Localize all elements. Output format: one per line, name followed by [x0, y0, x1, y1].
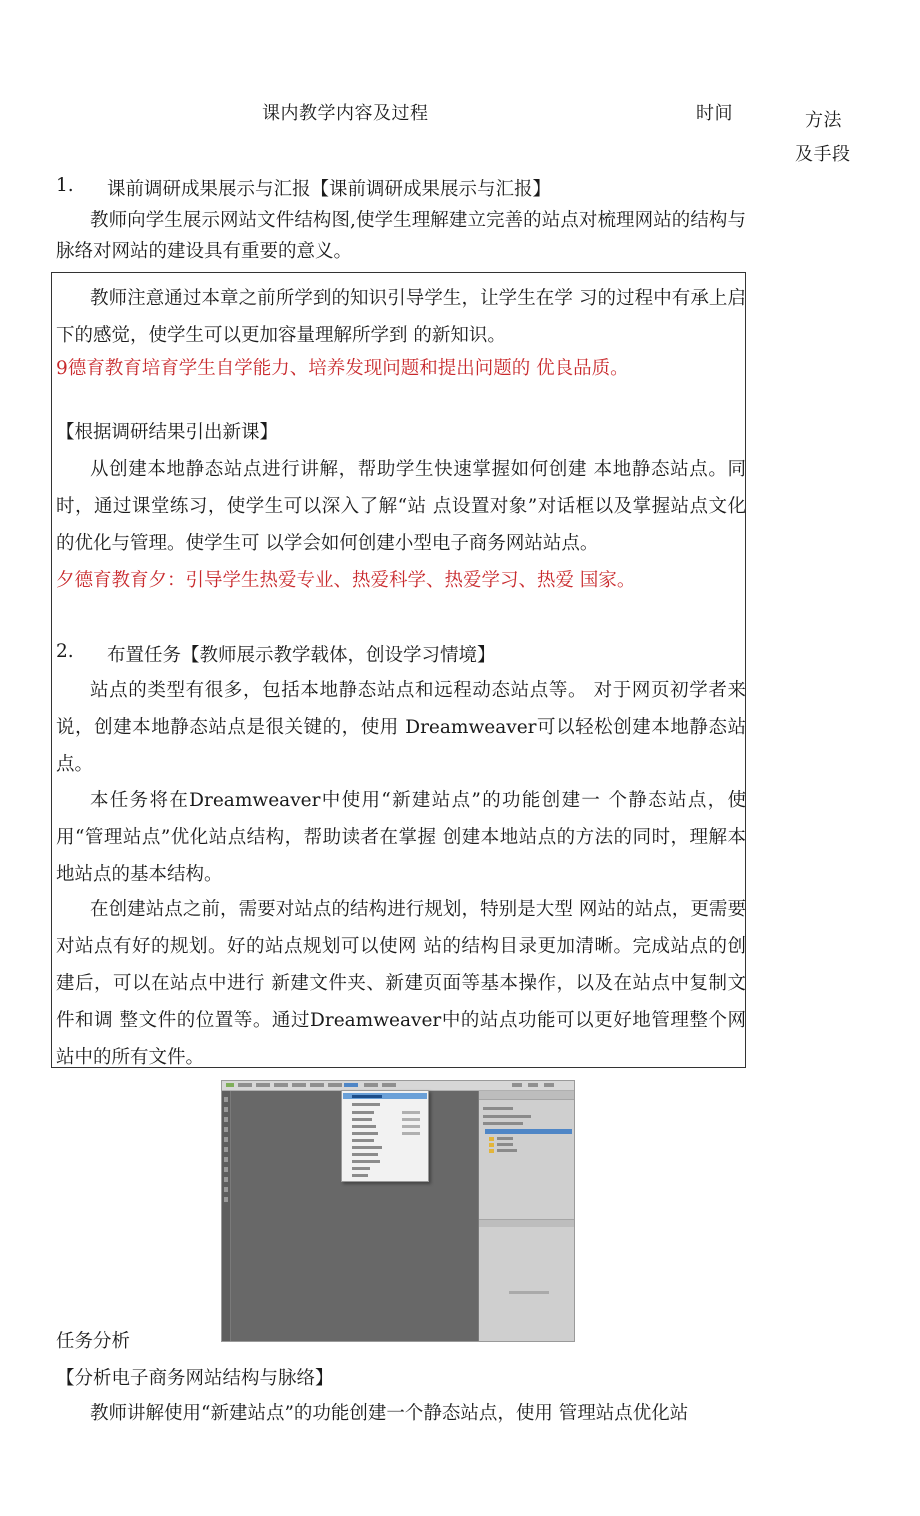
task-analysis-label: 任务分析 [56, 1331, 131, 1352]
new-lesson-heading: 【根据调研结果引出新课】 [56, 422, 279, 443]
method-column-header-line2: 及手段 [795, 144, 851, 165]
analysis-heading: 【分析电子商务网站结构与脉络】 [56, 1368, 334, 1389]
moral-education-note-2: 夕德育教育夕：引导学生热爱专业、热爱科学、热爱学习、热爱 国家。 [56, 570, 636, 591]
moral-education-note-1: 9德育教育培育学生自学能力、培养发现问题和提出问题的 优良品质。 [56, 358, 629, 379]
method-column-header-line1: 方法 [805, 110, 842, 131]
section1-number: 1. [56, 175, 74, 196]
screenshot-files-panel [479, 1091, 574, 1341]
new-lesson-paragraph: 从创建本地静态站点进行讲解，帮助学生快速掌握如何创建 本地静态站点。同时，通过课堂练习，使学生可以深入了解“站 点设置对象”对话框以及掌握站点文化的优化与管理。使学生可 以学会如何创建小型电子商务网站站点。 [56, 459, 746, 554]
dreamweaver-screenshot [221, 1080, 575, 1342]
screenshot-toolbar [222, 1091, 230, 1341]
site-types-paragraph: 站点的类型有很多，包括本地静态站点和远程动态站点等。 对于网页初学者来说，创建本地静态站点是很关键的，使用 Dreamweaver可以轻松创建本地静态站点。 [56, 680, 746, 775]
content-column-header: 课内教学内容及过程 [262, 103, 429, 124]
teacher-guidance-paragraph: 教师注意通过本章之前所学到的知识引导学生，让学生在学 习的过程中有承上启下的感觉，使学生可以更加容量理解所学到 的新知识。 [56, 288, 746, 346]
section2-number: 2. [56, 641, 74, 662]
section2-heading: 布置任务【教师展示教学载体，创设学习情境】 [107, 645, 496, 666]
section1-heading: 课前调研成果展示与汇报【课前调研成果展示与汇报】 [107, 179, 552, 200]
time-column-header: 时间 [696, 103, 733, 124]
intro-paragraph: 教师向学生展示网站文件结构图,使学生理解建立完善的站点对梳理网站的结构与脉络对网站的建设具有重要的意义。 [56, 210, 746, 262]
planning-paragraph: 在创建站点之前，需要对站点的结构进行规划，特别是大型 网站的站点，更需要对站点有好的规划。好的站点规划可以使网 站的结构目录更加清晰。完成站点的创建后，可以在站点中进行 新建文件夹、新建页面等基本操作，以及在站点中复制文件和调 整文件的位置等。通过Dreamweaver中的站点功能可以更好地管理整个网站中的所有文件。 [56, 899, 746, 1068]
analysis-paragraph: 教师讲解使用“新建站点”的功能创建一个静态站点，使用 管理站点优化站 [90, 1403, 689, 1424]
task-paragraph: 本任务将在Dreamweaver中使用“新建站点”的功能创建一 个静态站点，使用“管理站点”优化站点结构，帮助读者在掌握 创建本地站点的方法的同时，理解本地站点的基本结构。 [56, 790, 746, 885]
screenshot-site-menu [341, 1090, 429, 1182]
